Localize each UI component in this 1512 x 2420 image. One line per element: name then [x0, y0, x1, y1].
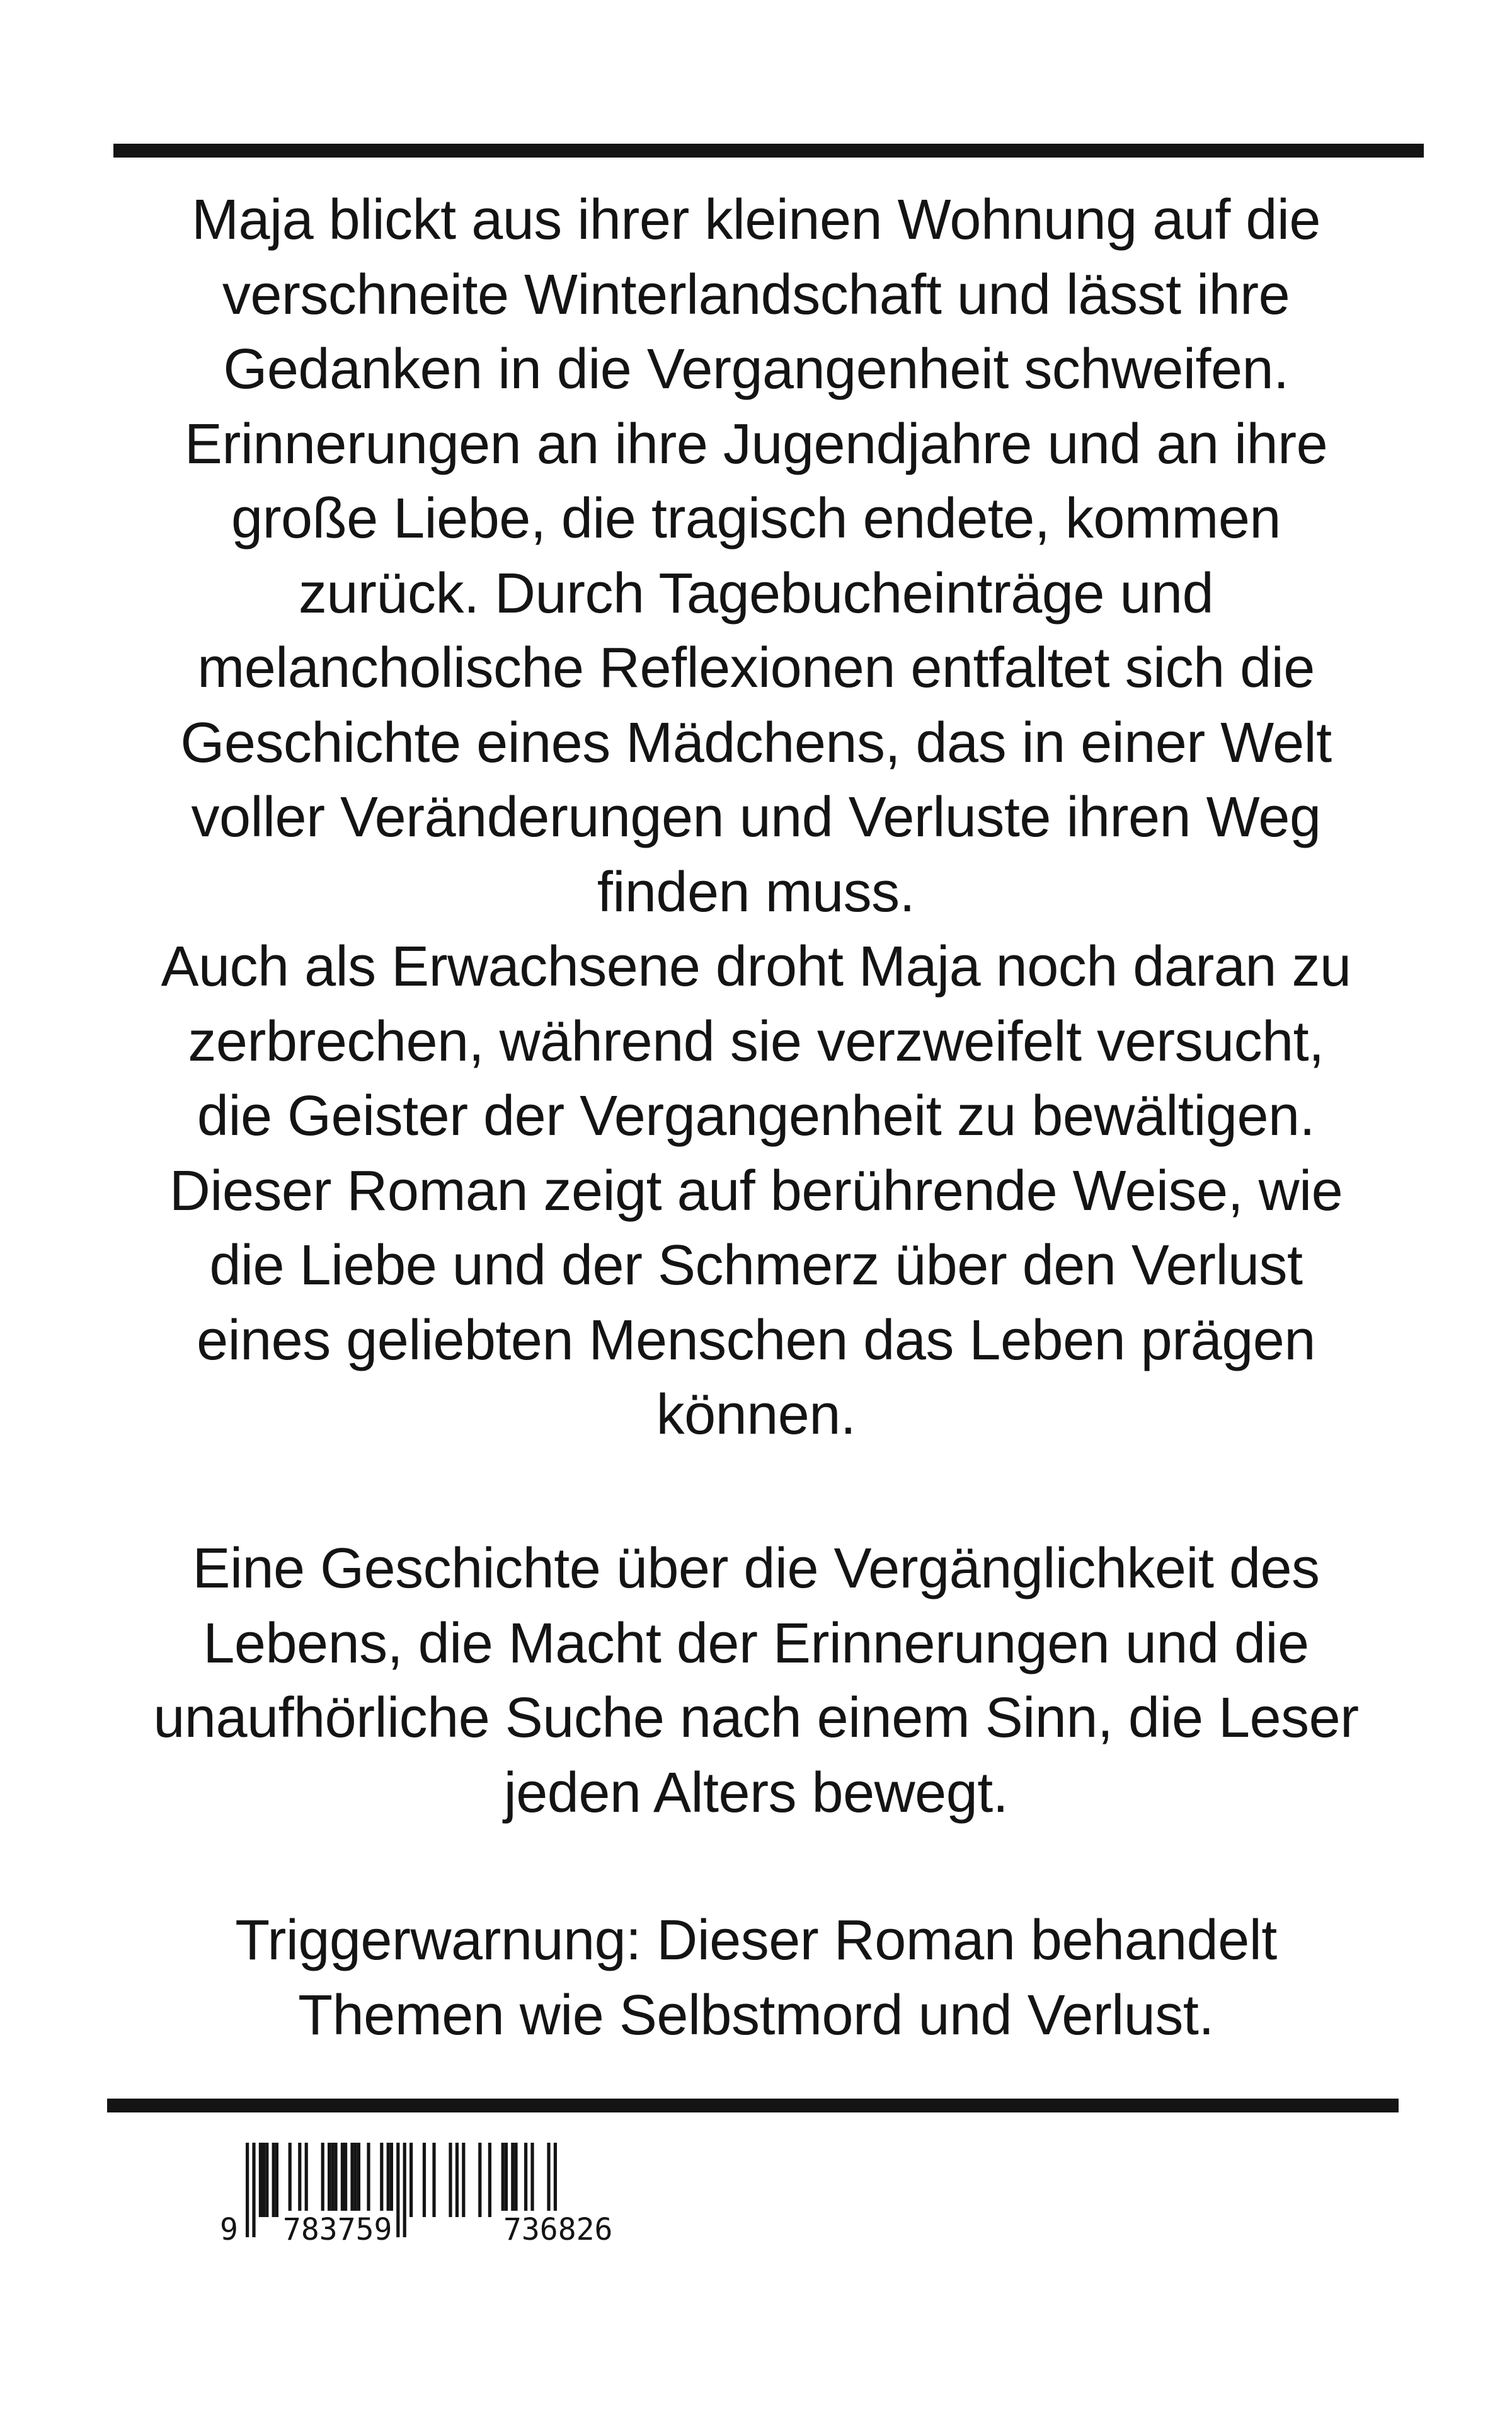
blurb-line: unaufhörliche Suche nach einem Sinn, die Leser	[153, 1686, 1359, 1749]
blurb-line: eines geliebten Menschen das Leben prägen	[197, 1308, 1315, 1372]
blurb-line: melancholische Reflexionen entfaltet sich die	[197, 637, 1315, 700]
barcode-bar	[289, 2143, 292, 2217]
barcode-bar	[262, 2143, 265, 2217]
barcode-bar	[357, 2143, 360, 2217]
barcode-bar	[410, 2143, 413, 2217]
trigger-warning-line: Triggerwarnung: Dieser Roman behandelt	[235, 1909, 1277, 1972]
top-divider-rule	[113, 144, 1424, 158]
barcode-bar	[328, 2143, 331, 2217]
barcode-bar	[275, 2143, 278, 2217]
barcode-bar	[462, 2143, 465, 2217]
barcode-bar	[321, 2143, 324, 2217]
barcode-bar	[478, 2143, 481, 2217]
barcode-bar	[390, 2143, 393, 2217]
blurb-line: verschneite Winterlandschaft und lässt ihre	[222, 263, 1290, 326]
blurb-line: finden muss.	[597, 860, 915, 924]
blurb-line: Eine Geschichte über die Vergänglichkeit des	[192, 1537, 1320, 1600]
barcode-bar	[501, 2143, 505, 2217]
blurb-line: zerbrechen, während sie verzweifelt versucht,	[188, 1010, 1324, 1073]
blurb-line: die Geister der Vergangenheit zu bewältigen.	[197, 1085, 1315, 1148]
barcode-bar	[432, 2143, 435, 2217]
isbn-first-group: 783759	[280, 2211, 394, 2249]
blurb-line: Erinnerungen an ihre Jugendjahre und an ihre	[184, 412, 1328, 476]
barcode-bar	[380, 2143, 383, 2217]
blurb-line: Maja blickt aus ihrer kleinen Wohnung auf die	[192, 188, 1320, 251]
barcode-bar	[354, 2143, 357, 2217]
barcode-bar	[511, 2143, 514, 2217]
barcode-bar	[455, 2143, 459, 2217]
isbn-second-group: 736826	[501, 2211, 615, 2249]
barcode-bar	[331, 2143, 334, 2217]
barcode-bar	[298, 2143, 301, 2217]
barcode-bar	[350, 2143, 353, 2217]
barcode-bar	[305, 2143, 308, 2217]
blurb-line: die Liebe und der Schmerz über den Verlust	[209, 1234, 1303, 1297]
barcode-bar	[449, 2143, 452, 2217]
barcode-bar	[505, 2143, 508, 2217]
blurb-line: voller Veränderungen und Verluste ihren Weg	[191, 786, 1321, 849]
blurb-line: Lebens, die Macht der Erinnerungen und die	[203, 1611, 1309, 1675]
barcode-bar	[344, 2143, 347, 2217]
barcode-bar	[272, 2143, 275, 2217]
barcode-bar	[514, 2143, 517, 2217]
barcode-bar	[334, 2143, 337, 2217]
blurb-line: Gedanken in die Vergangenheit schweifen.	[223, 338, 1289, 401]
barcode-bar	[265, 2143, 268, 2217]
blurb-line: große Liebe, die tragisch endete, kommen	[231, 487, 1281, 550]
blurb-line: jeden Alters bewegt.	[503, 1761, 1009, 1824]
barcode-bar	[524, 2143, 527, 2217]
barcode-bar	[259, 2143, 262, 2217]
blurb-line: Auch als Erwachsene droht Maja noch daran zu	[161, 935, 1351, 998]
barcode-bar	[387, 2143, 390, 2217]
blurb-paragraph-second	[94, 1531, 1418, 1830]
barcode-bar	[367, 2143, 370, 2217]
blurb-paragraph-main	[94, 183, 1418, 1453]
isbn-digits	[217, 2211, 613, 2249]
trigger-warning	[94, 1903, 1418, 2053]
blurb-line: zurück. Durch Tagebucheinträge und	[298, 562, 1214, 625]
barcode-bar	[341, 2143, 344, 2217]
bottom-divider-rule	[107, 2099, 1399, 2112]
barcode-bar	[423, 2143, 426, 2217]
barcode-bar	[530, 2143, 534, 2217]
trigger-warning-line: Themen wie Selbstmord und Verlust.	[298, 1983, 1214, 2047]
blurb-line: Dieser Roman zeigt auf berührende Weise, wie	[169, 1159, 1343, 1223]
blurb-line: können.	[656, 1383, 856, 1446]
isbn-prefix-digit: 9	[217, 2211, 241, 2249]
barcode-bar	[488, 2143, 491, 2217]
blurb-line: Geschichte eines Mädchens, das in einer Welt	[180, 711, 1332, 775]
